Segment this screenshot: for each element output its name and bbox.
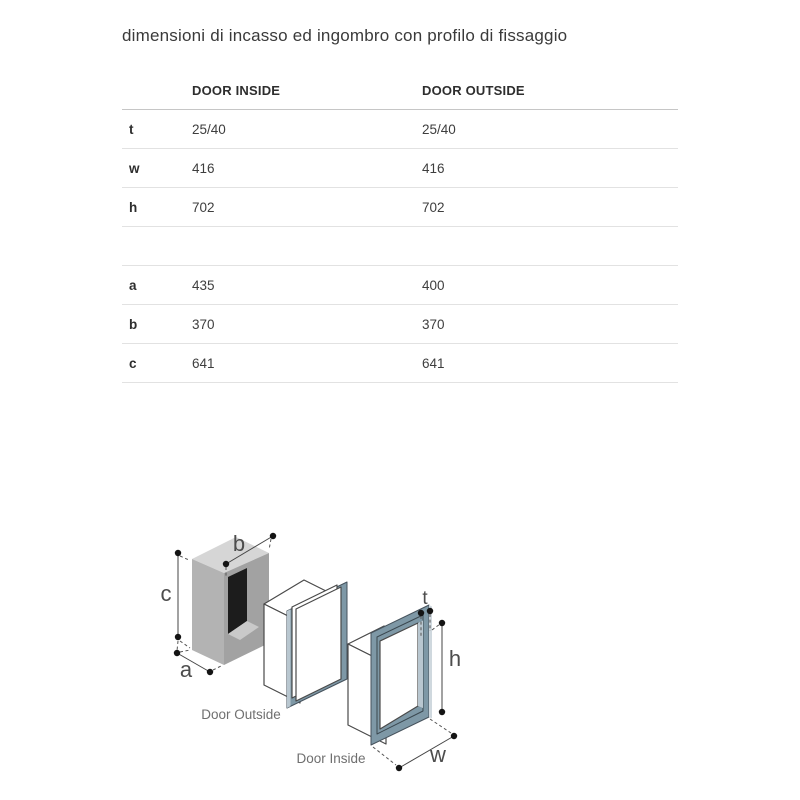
row-label-h: h xyxy=(122,188,192,227)
header-door-inside: DOOR INSIDE xyxy=(192,72,422,110)
table-header-row xyxy=(122,72,678,110)
value-b-outside: 370 xyxy=(422,305,678,344)
value-t-outside: 25/40 xyxy=(422,110,678,149)
row-label-a: a xyxy=(122,266,192,305)
table-row xyxy=(122,344,678,383)
dim-a-dot xyxy=(207,669,213,675)
dim-c-dot xyxy=(175,634,181,640)
table-row xyxy=(122,149,678,188)
dim-w-dot xyxy=(451,733,457,739)
value-h-outside: 702 xyxy=(422,188,678,227)
dim-t-dot xyxy=(427,608,433,614)
spacer-cell xyxy=(192,227,422,266)
dim-t-label: t xyxy=(422,588,428,609)
value-t-inside: 25/40 xyxy=(192,110,422,149)
dim-a-dot xyxy=(174,650,180,656)
value-a-inside: 435 xyxy=(192,266,422,305)
table-row xyxy=(122,266,678,305)
table-row xyxy=(122,305,678,344)
spacer-cell xyxy=(122,227,192,266)
spacer-cell xyxy=(422,227,678,266)
cabinet-left-face xyxy=(192,559,224,665)
dim-b-dot xyxy=(223,561,229,567)
value-b-inside: 370 xyxy=(192,305,422,344)
row-label-w: w xyxy=(122,149,192,188)
dim-w-label: w xyxy=(430,742,446,767)
dim-w-dot xyxy=(396,765,402,771)
dim-b-dot xyxy=(270,533,276,539)
dim-b-label: b xyxy=(232,531,246,556)
value-w-inside: 416 xyxy=(192,149,422,188)
dim-h-dot xyxy=(439,709,445,715)
dim-c-label: c xyxy=(160,581,172,606)
value-a-outside: 400 xyxy=(422,266,678,305)
value-c-outside: 641 xyxy=(422,344,678,383)
value-c-inside: 641 xyxy=(192,344,422,383)
door-outside-caption: Door Outside xyxy=(201,707,281,722)
door-outside-flange-edge xyxy=(287,609,291,708)
dimensions-table xyxy=(122,72,678,383)
table-spacer-row xyxy=(122,227,678,266)
page-title: dimensioni di incasso ed ingombro con profilo di fissaggio xyxy=(122,26,568,45)
dim-h-label: h xyxy=(448,646,462,671)
table-row xyxy=(122,188,678,227)
value-h-inside: 702 xyxy=(192,188,422,227)
dim-t-dot xyxy=(418,610,424,616)
table-row xyxy=(122,110,678,149)
row-label-c: c xyxy=(122,344,192,383)
dim-h-dot xyxy=(439,620,445,626)
dim-a-label: a xyxy=(179,657,193,682)
header-empty xyxy=(122,72,192,110)
door-inside-caption: Door Inside xyxy=(296,751,366,766)
value-w-outside: 416 xyxy=(422,149,678,188)
installation-diagram xyxy=(155,528,470,778)
row-label-b: b xyxy=(122,305,192,344)
row-label-t: t xyxy=(122,110,192,149)
dim-c-dot xyxy=(175,550,181,556)
header-door-outside: DOOR OUTSIDE xyxy=(422,72,678,110)
